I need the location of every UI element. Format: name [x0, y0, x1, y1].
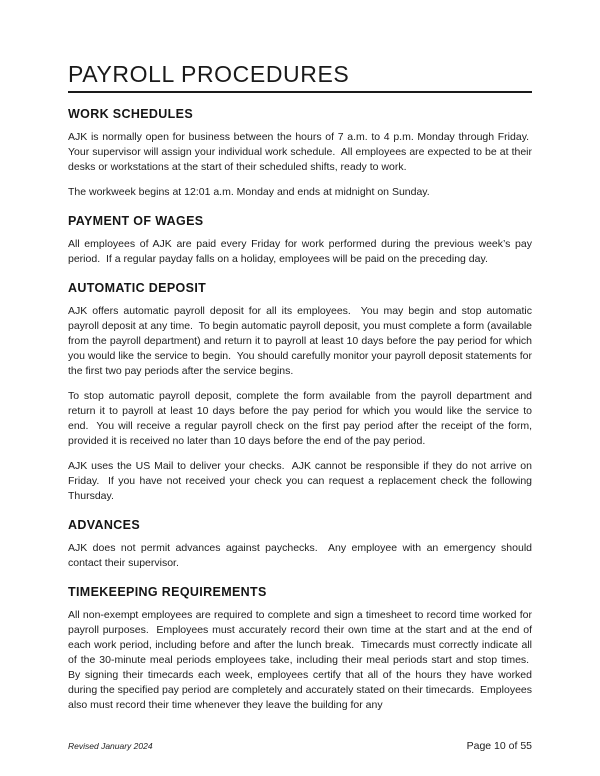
section-heading-payment-of-wages: PAYMENT OF WAGES: [68, 214, 204, 229]
paragraph: The workweek begins at 12:01 a.m. Monday and ends at midnight on Sunday.: [68, 186, 430, 199]
section-heading-advances: ADVANCES: [68, 518, 141, 533]
page-footer: [68, 740, 532, 752]
section-heading-timekeeping-requirements: TIMEKEEPING REQUIREMENTS: [68, 585, 267, 600]
paragraph: AJK does not permit advances against paychecks. Any employee with an emergency should contact their supervisor.: [68, 542, 532, 570]
section-payment-of-wages: [68, 214, 532, 267]
section-automatic-deposit: [68, 281, 532, 504]
section-heading-work-schedules: WORK SCHEDULES: [68, 107, 194, 122]
footer-page-number: Page 10 of 55: [466, 740, 532, 752]
paragraph: All non-exempt employees are required to complete and sign a timesheet to record time worked for payroll purposes. Employees must accurately record their own time at the start and at the end of each work period, including before and after the lunch break. Timecards must correctly indicate all of the 30-minute meal periods employees take, including their meal periods start and stop times. By signing their timecards each week, employees certify that all of the hours they have worked during the specified pay period are completely and accurately stated on their timecards. Employees also must record their time whenever they leave the building for any: [68, 609, 532, 712]
section-heading-automatic-deposit: AUTOMATIC DEPOSIT: [68, 281, 207, 296]
paragraph: AJK offers automatic payroll deposit for all its employees. You may begin and stop automatic payroll deposit at any time. To begin automatic payroll deposit, you must complete a form (available from the payroll department) and return it to payroll at least 10 days before the pay period for which you would like the service to begin. You should carefully monitor your payroll deposit statements for the first two pay periods after the service begins.: [68, 305, 532, 378]
section-work-schedules: [68, 107, 532, 200]
document-title: PAYROLL PROCEDURES: [68, 61, 350, 87]
section-advances: [68, 518, 532, 571]
paragraph: To stop automatic payroll deposit, complete the form available from the payroll department and return it to payroll at least 10 days before the pay period for which you would like the service to end. You will receive a regular payroll check on the first pay period after the receipt of the form, provided it is received no later than 10 days before the end of the pay period.: [68, 390, 532, 448]
paragraph: AJK uses the US Mail to deliver your checks. AJK cannot be responsible if they do not arrive on Friday. If you have not received your check you can request a replacement check the following Thursday.: [68, 460, 532, 503]
paragraph: All employees of AJK are paid every Friday for work performed during the previous week’s pay period. If a regular payday falls on a holiday, employees will be paid on the preceding day.: [68, 238, 532, 266]
paragraph: AJK is normally open for business between the hours of 7 a.m. to 4 p.m. Monday through Friday. Your supervisor will assign your individual work schedule. All employees are expected to be at their desks or workstations at the start of their scheduled shifts, ready to work.: [68, 131, 532, 174]
footer-revision-note: Revised January 2024: [68, 741, 153, 751]
title-rule: [68, 91, 532, 93]
section-timekeeping-requirements: [68, 585, 532, 713]
